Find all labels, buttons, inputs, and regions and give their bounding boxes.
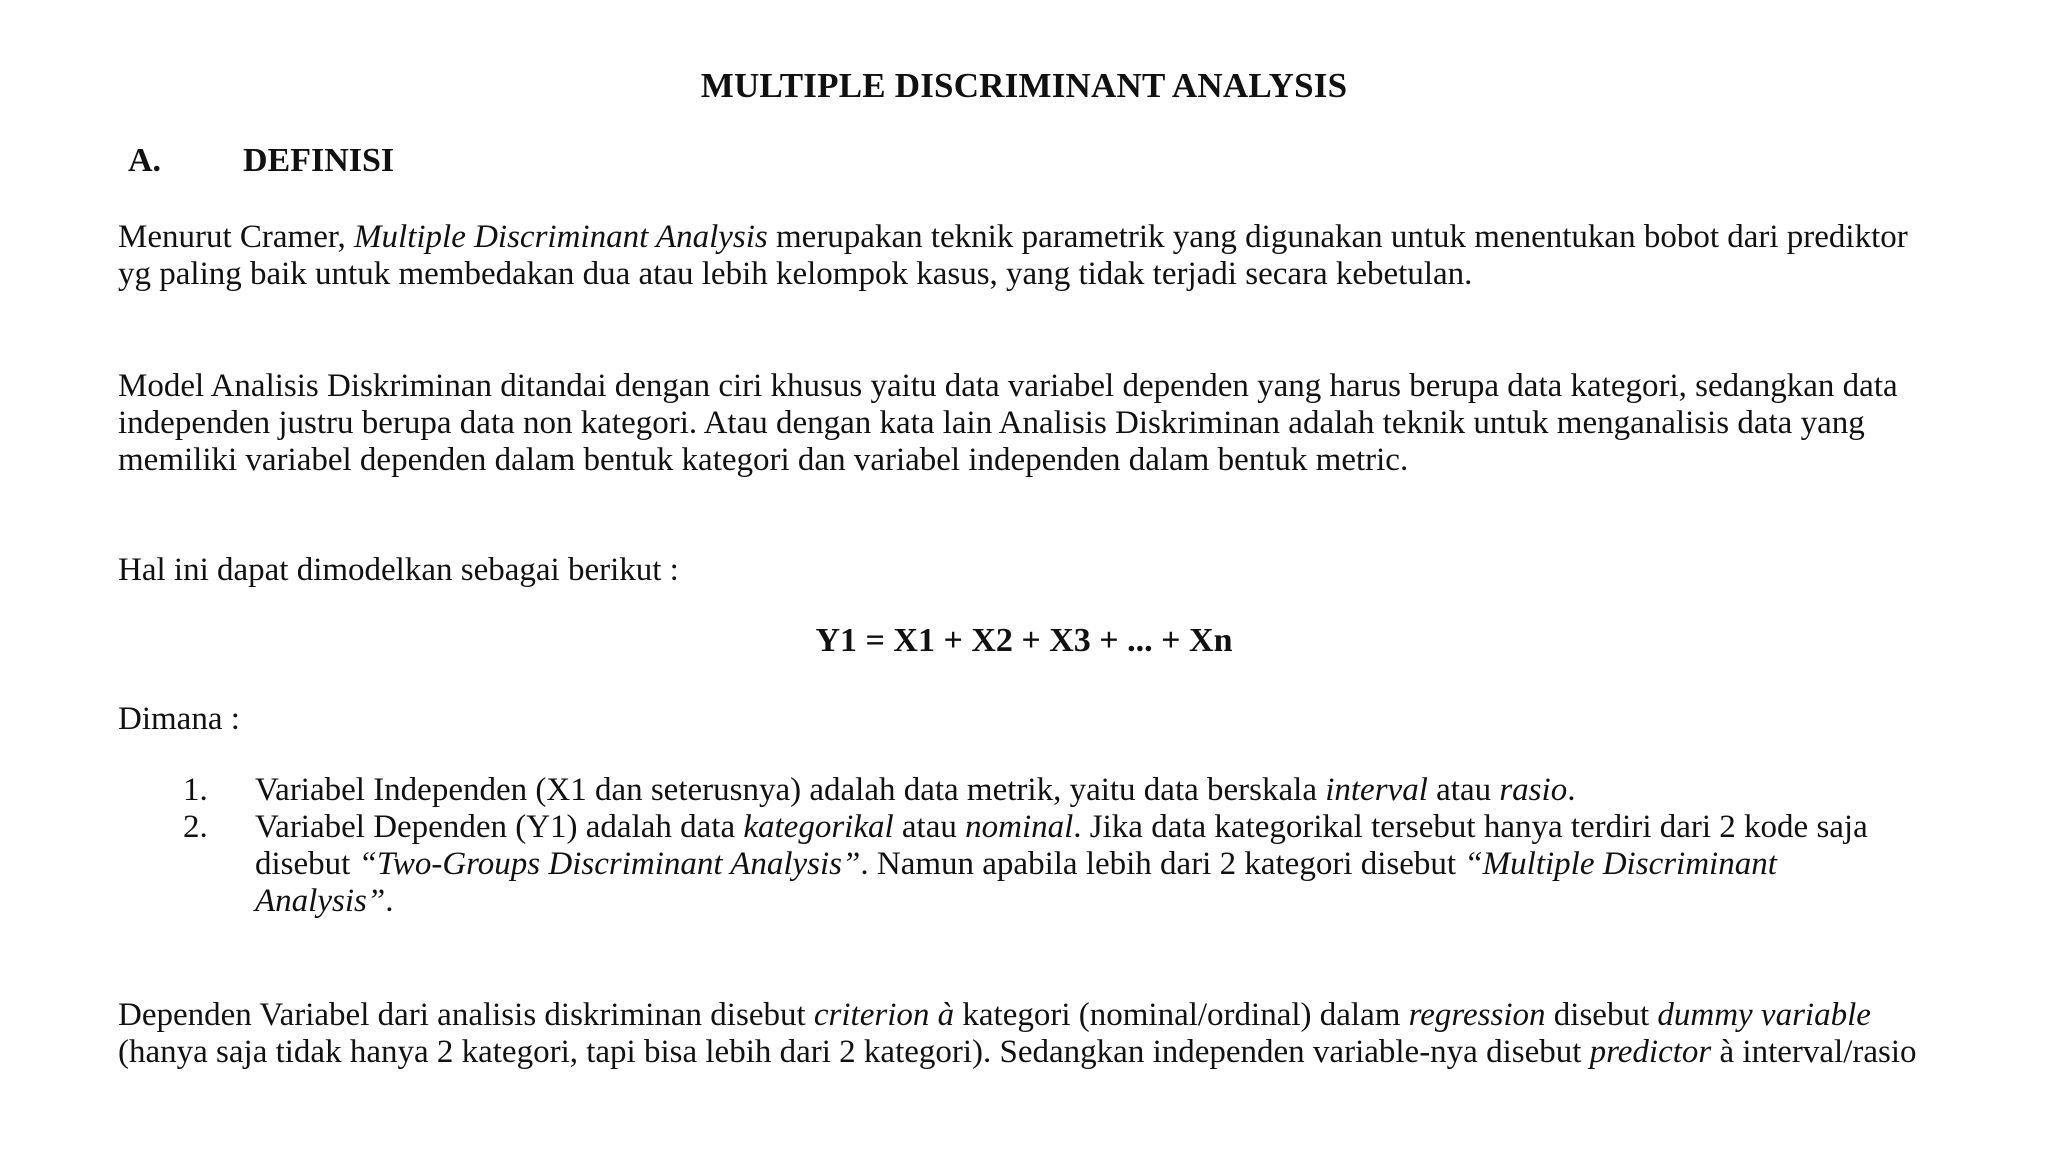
arrow-glyph: à [937,997,955,1033]
text-run: . [1567,772,1576,808]
text-run: Menurut Cramer, [118,219,355,255]
italic-term: rasio [1499,772,1568,808]
list-item-text [255,809,1903,920]
document-title: MULTIPLE DISCRIMINANT ANALYSIS [700,66,1348,105]
text-run: . Namun apabila lebih dari 2 kategori disebut [860,846,1465,882]
list-item [183,809,1903,920]
text-run: . [385,883,394,919]
italic-term: dummy variable [1657,997,1871,1033]
paragraph-definition [118,219,1948,293]
text-run: atau [893,809,966,845]
paragraph-criterion [118,997,1948,1071]
italic-term: predictor [1589,1034,1712,1070]
text-run: Variabel Dependen (Y1) adalah data [255,809,744,845]
text-run: . Jika data kategorikal tersebut hanya terdiri dari 2 kode saja disebut [255,809,1868,882]
italic-term: “Two-Groups Discriminant Analysis” [358,846,861,882]
list-number: 2. [183,809,208,845]
list-item-text [255,772,1903,809]
text-run: à interval/rasio [1711,1034,1917,1070]
text-run: Dependen Variabel dari analisis diskriminan disebut [118,997,814,1033]
italic-term: criterion [813,997,930,1033]
list-item [183,772,1903,809]
formula: Y1 = X1 + X2 + X3 + ... + Xn [815,622,1233,659]
paragraph-model: Model Analisis Diskriminan ditandai dengan ciri khusus yaitu data variabel dependen yang harus berupa data kategori, sedangkan data independen justru berupa data non kategori. Atau dengan kata lain Analisis Diskriminan adalah teknik untuk menganalisis data yang memiliki variabel dependen dalam bentuk kategori dan variabel independen dalam bentuk metric. [118,368,1898,478]
paragraph-model-intro: Hal ini dapat dimodelkan sebagai berikut : [118,552,679,588]
section-heading [128,142,394,180]
section-number: A. [128,142,162,179]
text-run: merupakan teknik parametrik yang digunakan untuk menentukan bobot dari prediktor yg paling baik untuk membedakan dua atau lebih kelompok kasus, yang tidak terjadi secara kebetulan. [118,219,1908,292]
italic-term: nominal [965,809,1074,845]
italic-term: kategorikal [743,809,894,845]
section-title: DEFINISI [243,142,395,179]
text-run: (hanya saja tidak hanya 2 kategori, tapi bisa lebih dari 2 kategori). Sedangkan independen variable-nya disebut [118,1034,1590,1070]
italic-term: interval [1325,772,1428,808]
list-number: 1. [183,772,208,808]
variable-list [183,772,1903,920]
paragraph-dimana: Dimana : [118,701,240,737]
text-run [929,997,937,1033]
text-run: disebut [1545,997,1658,1033]
text-run: Variabel Independen (X1 dan seterusnya) adalah data metrik, yaitu data berskala [255,772,1326,808]
text-run: atau [1427,772,1500,808]
italic-term: Multiple Discriminant Analysis [354,219,768,255]
text-run: kategori (nominal/ordinal) dalam [954,997,1409,1033]
italic-term: “Multiple Discriminant Analysis” [255,846,1777,919]
italic-term: regression [1408,997,1546,1033]
